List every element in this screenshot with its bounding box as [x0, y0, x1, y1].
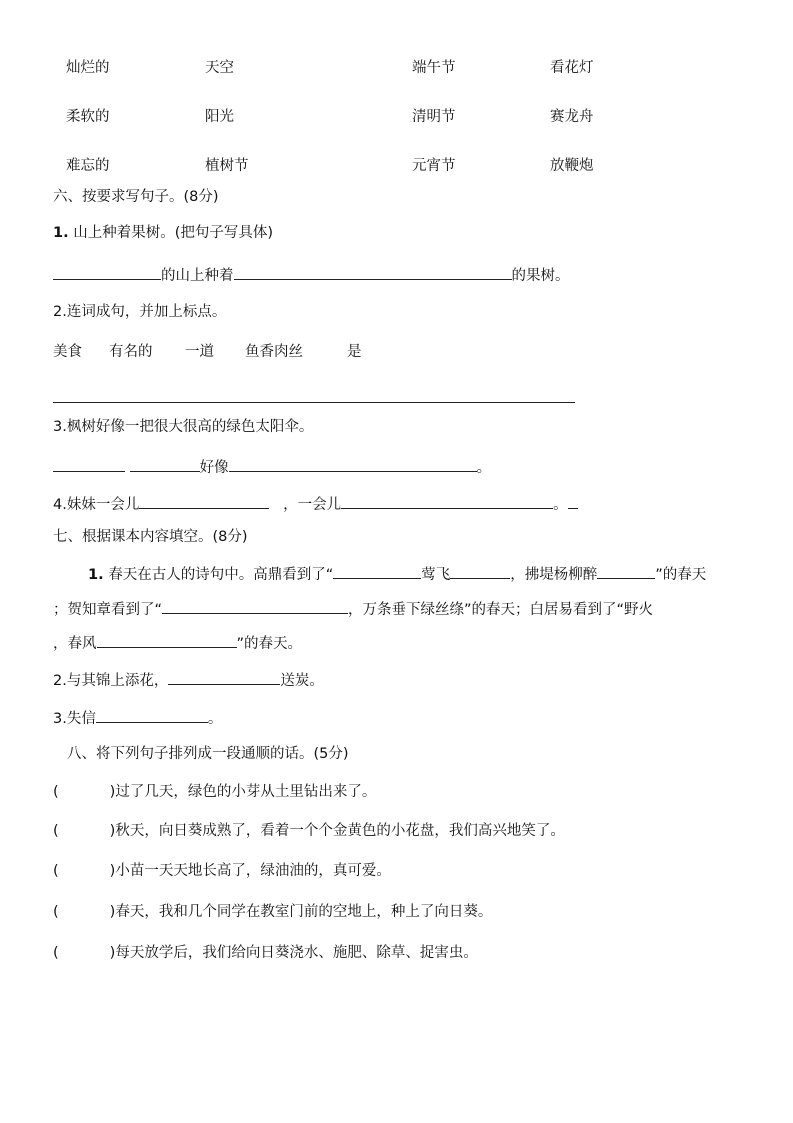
- word-item: 难忘的: [66, 158, 110, 174]
- word-item: 赛龙舟: [550, 109, 594, 125]
- word-chip: 美食: [53, 344, 82, 360]
- word-item: 阳光: [205, 109, 234, 125]
- blank[interactable]: [597, 563, 655, 579]
- q2-answer-line[interactable]: [53, 402, 575, 403]
- blank[interactable]: [229, 456, 477, 472]
- blank[interactable]: [333, 563, 421, 579]
- word-chip: 一道: [185, 344, 214, 360]
- s7-q1-text: ”的春天: [655, 567, 707, 583]
- q1-answer-line: [53, 264, 570, 286]
- s7-q1-number: 1.: [88, 567, 104, 583]
- blank[interactable]: [53, 264, 161, 280]
- q3-answer-line: [53, 456, 491, 478]
- s7-q1-text: 莺飞: [421, 567, 451, 583]
- s7-q3: [53, 707, 222, 729]
- paren-open: (: [53, 863, 59, 879]
- blank[interactable]: [450, 563, 510, 579]
- q4-end: 。: [553, 497, 568, 513]
- q4-start: 4.妹妹一会儿: [53, 497, 140, 513]
- q3-mid: 好像: [199, 460, 229, 476]
- s7-q1-line1: [88, 563, 706, 585]
- q1-number: 1.: [53, 225, 69, 241]
- s7-q1-text: 春天在古人的诗句中。高鼎看到了“: [108, 567, 334, 583]
- ordering-sentence: 秋天，向日葵成熟了，看着一个个金黄色的小花盘，我们高兴地笑了。: [115, 823, 565, 839]
- paren-close: ): [109, 823, 116, 839]
- s7-q1-text: ”的春天。: [236, 636, 303, 652]
- blank[interactable]: [53, 456, 125, 472]
- q4-mid: ，一会儿: [283, 497, 342, 513]
- paren-open: (: [53, 784, 59, 800]
- ordering-sentence: 春天，我和几个同学在教室门前的空地上，种上了向日葵。: [115, 904, 493, 920]
- word-item: 放鞭炮: [550, 158, 594, 174]
- q3-end: 。: [476, 460, 492, 476]
- word-item: 植树节: [205, 158, 249, 174]
- ordering-sentence: 过了几天，绿色的小芽从土里钻出来了。: [115, 784, 377, 800]
- paren-open: (: [53, 945, 59, 961]
- s7-q3-start: 3.失信: [53, 711, 96, 727]
- word-item: 天空: [205, 60, 234, 76]
- s7-q2: [53, 669, 324, 691]
- s7-q3-end: 。: [207, 711, 223, 727]
- q4-line: [53, 493, 578, 515]
- ordering-item: [53, 943, 478, 963]
- blank[interactable]: [130, 456, 200, 472]
- paren-close: ): [109, 945, 116, 961]
- word-item: 端午节: [412, 60, 456, 76]
- ordering-sentence: 每天放学后，我们给向日葵浇水、施肥、除草、捉害虫。: [115, 945, 478, 961]
- s7-q1-line3: [53, 632, 302, 654]
- q1-mid: 的山上种着: [161, 268, 234, 284]
- s7-q2-end: 送炭。: [280, 673, 324, 689]
- blank[interactable]: [568, 493, 578, 509]
- ordering-item: [53, 861, 391, 881]
- paren-open: (: [53, 823, 59, 839]
- s7-q1-text: ，万条垂下绿丝绦”的春天；白居易看到了“野火: [348, 602, 654, 618]
- q2-prompt: 2.连词成句，并加上标点。: [53, 304, 227, 320]
- section-7-heading: 七、根据课本内容填空。(8分): [53, 529, 248, 545]
- word-chip: 鱼香肉丝: [245, 344, 303, 360]
- section-6-heading: 六、按要求写句子。(8分): [53, 189, 219, 205]
- blank[interactable]: [162, 598, 348, 614]
- blank[interactable]: [139, 493, 269, 509]
- section-8-heading: 八、将下列句子排列成一段通顺的话。(5分): [67, 746, 349, 762]
- word-item: 清明节: [412, 109, 456, 125]
- s7-q1-text: ，春风: [53, 636, 97, 652]
- paren-close: ): [109, 784, 116, 800]
- blank[interactable]: [96, 707, 208, 723]
- word-chip: 是: [347, 344, 362, 360]
- word-item: 灿烂的: [66, 60, 110, 76]
- paren-close: ): [109, 863, 116, 879]
- blank[interactable]: [168, 669, 280, 685]
- q1-prompt: [53, 223, 273, 243]
- paren-close: ): [109, 904, 116, 920]
- q1-prompt-text: 山上种着果树。(把句子写具体): [73, 225, 274, 241]
- blank[interactable]: [234, 264, 512, 280]
- word-item: 元宵节: [412, 158, 456, 174]
- blank[interactable]: [341, 493, 553, 509]
- ordering-sentence: 小苗一天天地长高了，绿油油的，真可爱。: [115, 863, 391, 879]
- blank[interactable]: [97, 632, 237, 648]
- s7-q1-text: ，拂堤杨柳醉: [510, 567, 598, 583]
- word-item: 柔软的: [66, 109, 110, 125]
- ordering-item: [53, 782, 376, 802]
- ordering-item: [53, 902, 492, 922]
- word-chip: 有名的: [109, 344, 153, 360]
- s7-q1-line2: [53, 598, 653, 620]
- paren-open: (: [53, 904, 59, 920]
- s7-q1-text: ；贺知章看到了“: [53, 602, 163, 618]
- q3-prompt: 3.枫树好像一把很大很高的绿色太阳伞。: [53, 419, 314, 435]
- ordering-item: [53, 821, 565, 841]
- s7-q2-start: 2.与其锦上添花，: [53, 673, 169, 689]
- word-item: 看花灯: [550, 60, 594, 76]
- q1-end: 的果树。: [511, 268, 570, 284]
